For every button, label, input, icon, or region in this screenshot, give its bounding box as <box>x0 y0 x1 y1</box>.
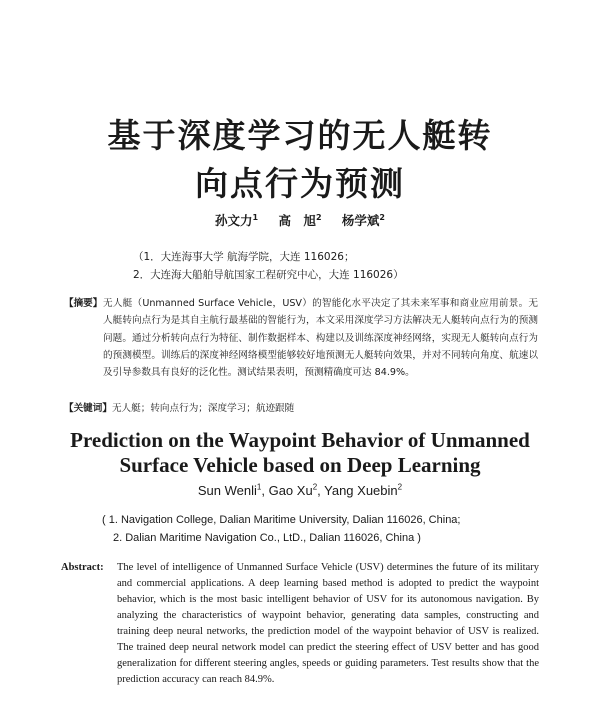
english-affiliation-1: ( 1. Navigation College, Dalian Maritime University, Dalian 116026, China; <box>102 514 461 526</box>
chinese-authors <box>0 211 600 229</box>
chinese-author <box>278 213 321 228</box>
author-affil-mark: 2 <box>312 482 318 492</box>
chinese-keywords-text: 无人艇；转向点行为；深度学习；航迹跟随 <box>111 403 295 414</box>
author-affil-mark: 1 <box>252 212 259 222</box>
english-authors: Sun Wenli$^1$, Gao Xu$^2$, Yang Xuebin$^2$ <box>197 482 403 498</box>
author-name: 高 旭 <box>278 213 316 228</box>
english-abstract-label: Abstract: <box>61 562 104 573</box>
chinese-keywords-label: 【关键词】 <box>64 403 112 414</box>
english-author-name: Yang Xuebin <box>324 483 398 498</box>
english-author-name: Sun Wenli <box>197 483 257 498</box>
chinese-author <box>215 213 258 228</box>
english-abstract <box>61 560 539 688</box>
english-title-line-2: Surface Vehicle based on Deep Learning <box>119 453 481 477</box>
chinese-abstract-label: 【摘要】 <box>64 298 103 309</box>
chinese-affiliation-1: （1．大连海事大学 航海学院，大连 116026； <box>133 251 355 263</box>
chinese-author <box>342 213 385 228</box>
chinese-affiliation-2: 2．大连海大船舶导航国家工程研究中心，大连 116026） <box>133 269 404 281</box>
author-affil-mark: 2 <box>315 212 322 222</box>
english-abstract-text: The level of intelligence of Unmanned Surface Vehicle (USV) determines the future of its military and commercial applications. A deep learning based method is adopted to predict the waypoint behavior, which is the most basic intelligent behavior of USV for its autonomous navigation. By analyzing the characteristics of waypoint behavior, generating data samples, constructing and training deep neural networks, the prediction model of the waypoint behavior of USV is realized. The trained deep neural network model can predict the steering effect of USV better and has good generalization for different steering angles, speeds or guiding parameters. Test results show that the prediction accuracy can reach 84.9%. <box>117 562 539 685</box>
author-name: 杨学斌 <box>341 213 380 228</box>
english-affiliation-2: 2. Dalian Maritime Navigation Co., LtD., Dalian 116026, China ) <box>113 532 421 544</box>
chinese-abstract <box>64 295 538 381</box>
author-affil-mark: 1 <box>256 482 262 492</box>
author-affil-mark: 2 <box>397 482 403 492</box>
chinese-title-line-1: 基于深度学习的无人艇转 <box>107 116 493 155</box>
chinese-title-line-2: 向点行为预测 <box>195 164 405 203</box>
author-name: 孙文力 <box>215 213 253 228</box>
chinese-abstract-text: 无人艇（Unmanned Surface Vehicle，USV）的智能化水平决定了其未来军事和商业应用前景。无人艇转向点行为是其自主航行最基础的智能行为，本文采用深度学习方法解决无人艇转向点行为的预测问题。通过分析转向点行为特征、制作数据样本、构建以及训练深度神经网络，实现无人艇转向点行为的预测模型。训练后的深度神经网络模型能够较好地预测无人艇转向效果，并对不同转向角度、航速以及引导参数具有良好的泛化性。测试结果表明，预测精确度可达 84.9%。 <box>103 298 538 379</box>
author-affil-mark: 2 <box>379 212 385 222</box>
chinese-keywords <box>64 400 538 417</box>
english-author-name: Gao Xu <box>268 483 313 498</box>
english-title-line-1: Prediction on the Waypoint Behavior of Unmanned <box>70 428 530 452</box>
